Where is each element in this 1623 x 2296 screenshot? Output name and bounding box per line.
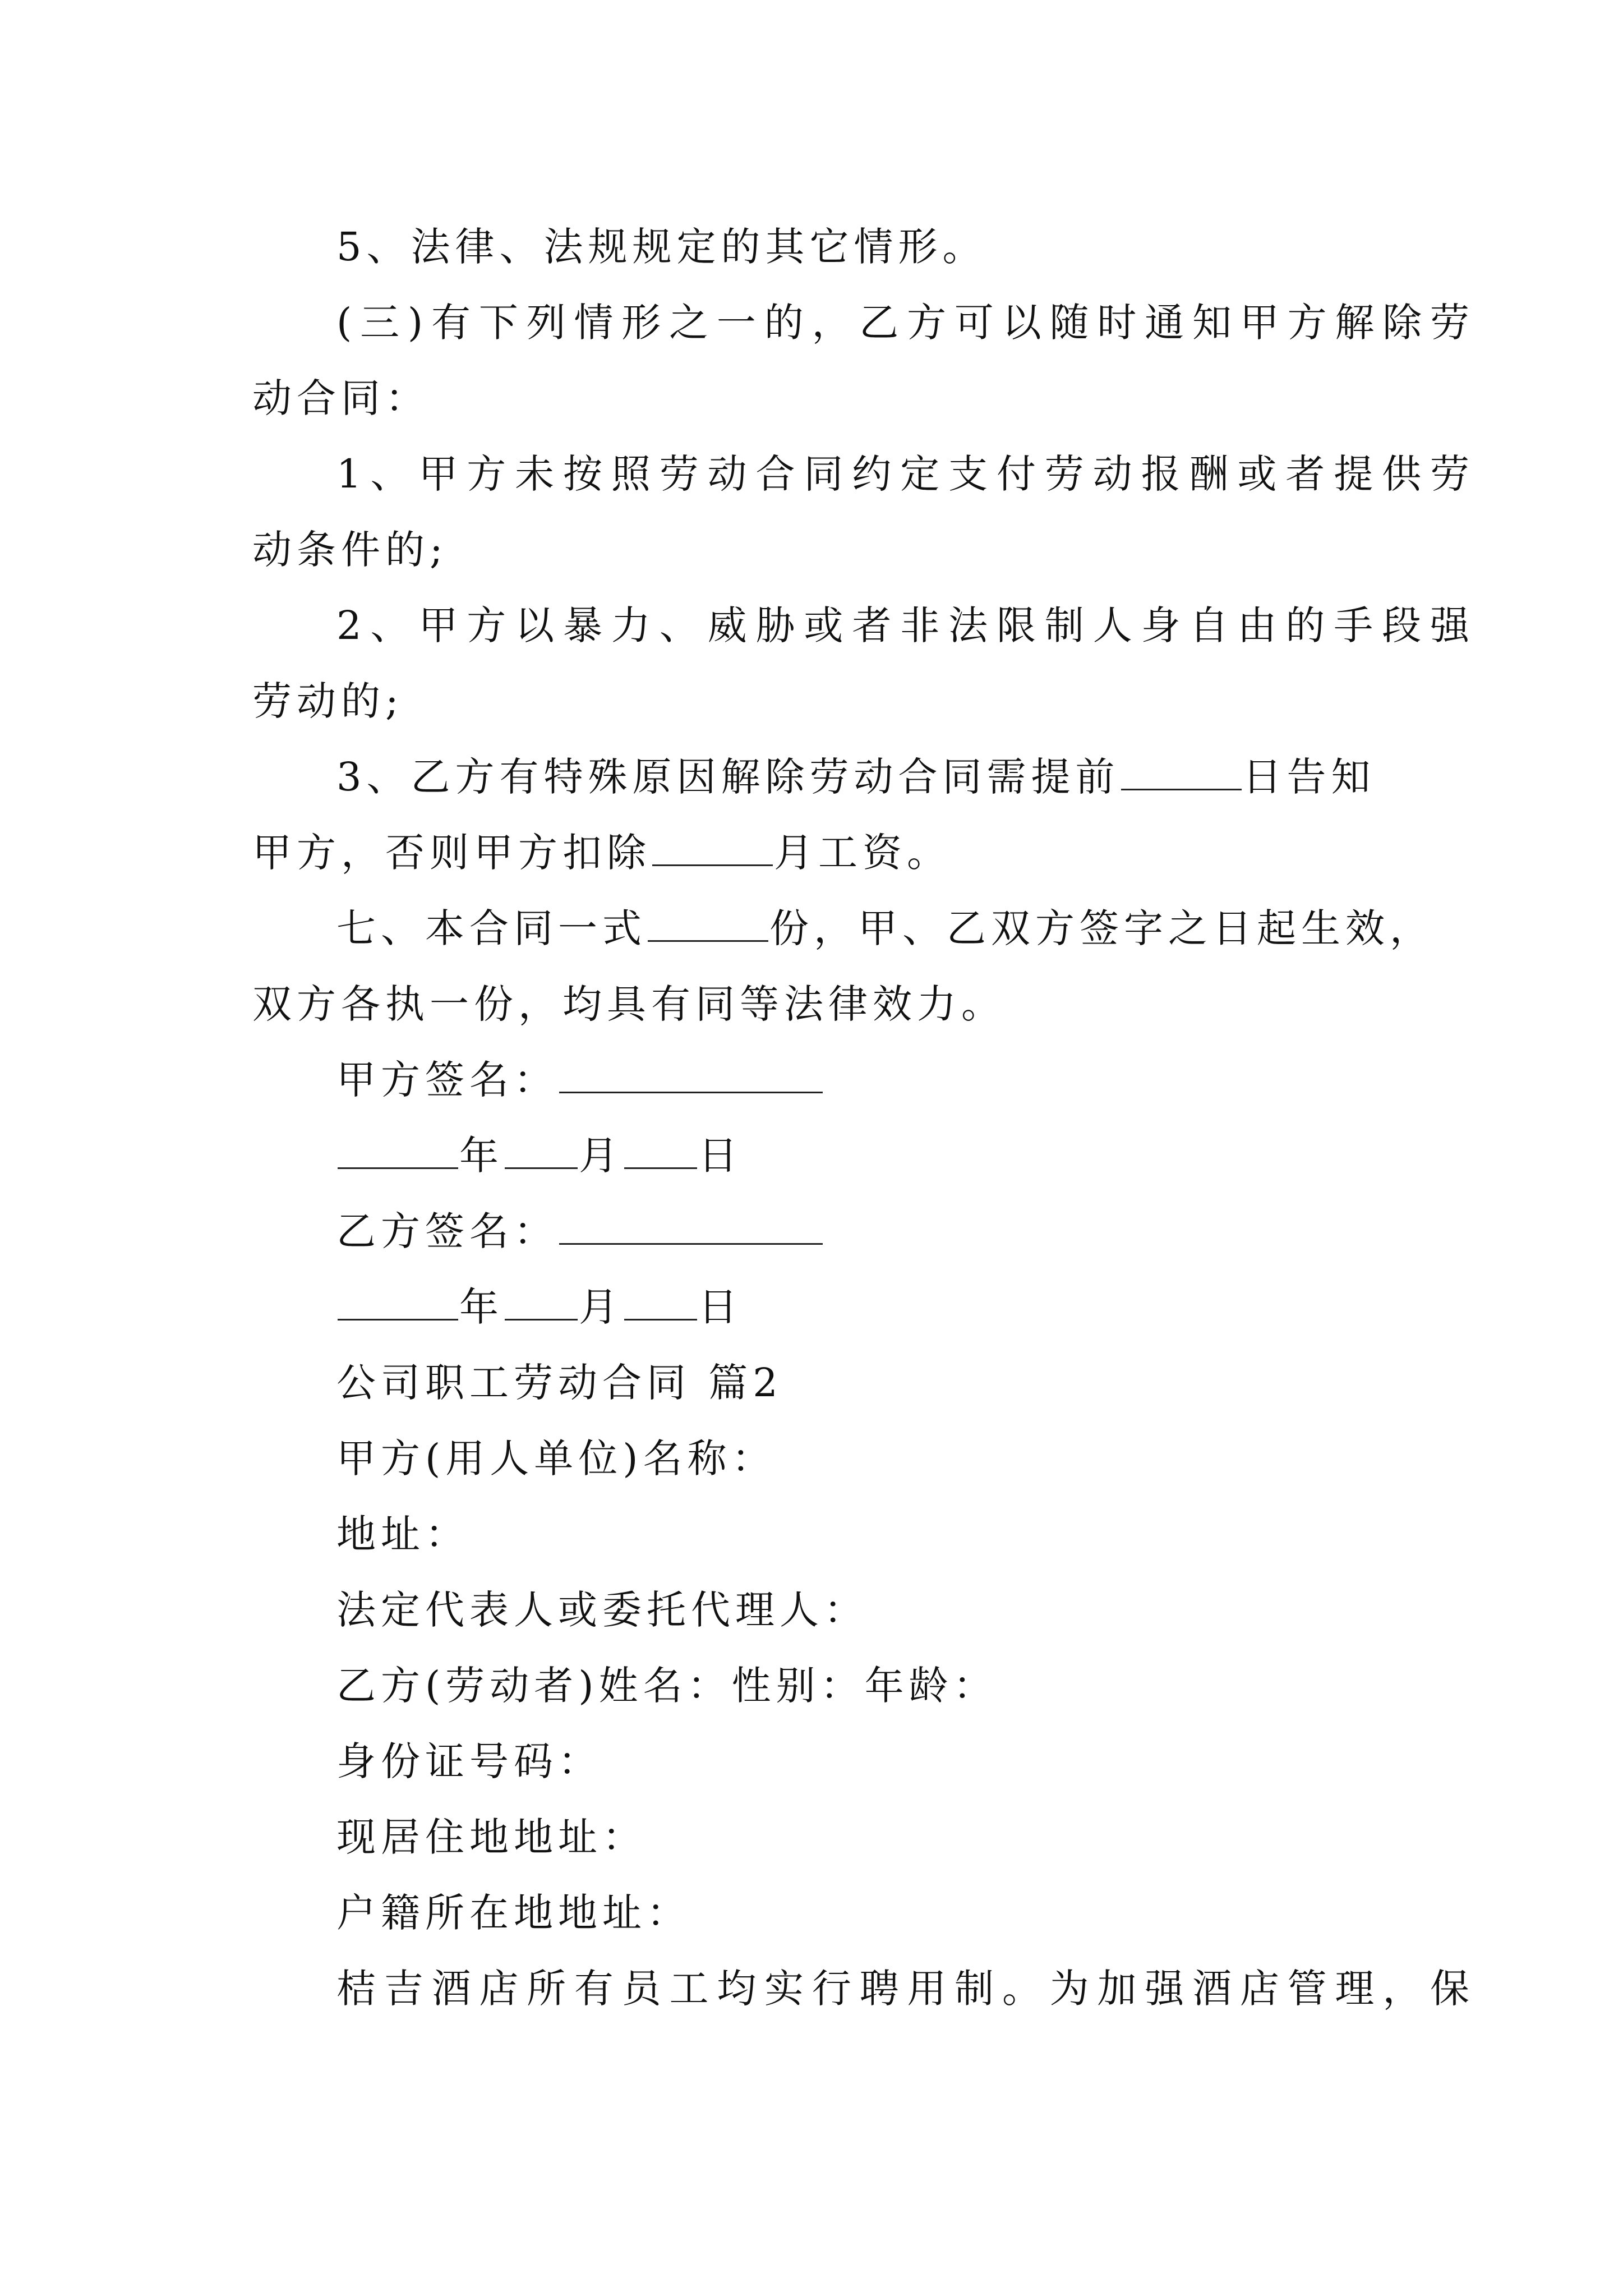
clause-3-text-d: 月工资。 — [774, 830, 951, 876]
year-label: 年 — [459, 1133, 504, 1179]
address-field: 地址： — [336, 1511, 469, 1557]
month-blank — [505, 1285, 578, 1320]
section-3-text-cont: 动合同： — [252, 375, 430, 421]
clause-3-text-b: 日告知 — [1242, 754, 1376, 800]
day-label: 日 — [698, 1133, 743, 1179]
household-address-field: 户籍所在地地址： — [336, 1890, 691, 1936]
current-address-field: 现居住地地址： — [336, 1814, 647, 1860]
day-blank — [624, 1134, 697, 1169]
year-blank — [338, 1285, 458, 1320]
deduction-blank — [652, 831, 773, 866]
clause-3-line1 — [252, 752, 1469, 802]
month-label: 月 — [579, 1133, 623, 1179]
clause-7-line1 — [252, 903, 1469, 954]
clause-7-line2: 双方各执一份，均具有同等法律效力。 — [252, 981, 1006, 1027]
day-blank — [624, 1285, 697, 1320]
year-label: 年 — [459, 1284, 504, 1330]
notice-days-blank — [1121, 755, 1242, 790]
section-3-text: (三)有下列情形之一的，乙方可以随时通知甲方解除劳 — [336, 300, 1469, 346]
contract-2-heading: 公司职工劳动合同 篇2 — [336, 1360, 783, 1406]
hotel-intro-text: 桔吉酒店所有员工均实行聘用制。为加强酒店管理，保 — [336, 1966, 1469, 2012]
clause-5-text: 5、法律、法规规定的其它情形。 — [336, 224, 987, 270]
year-blank — [338, 1134, 458, 1169]
party-a-signature-label: 甲方签名： — [336, 1057, 558, 1103]
party-a-signature — [252, 1055, 1469, 1105]
day-label: 日 — [698, 1284, 743, 1330]
clause-7-text-b: 份，甲、乙双方签字之日起生效， — [769, 905, 1434, 951]
clause-2-text: 2、甲方以暴力、威胁或者非法限制人身自由的手段强 — [336, 602, 1469, 648]
party-b-signature-blank — [559, 1209, 823, 1245]
clause-3-text-a: 3、乙方有特殊原因解除劳动合同需提前 — [336, 754, 1120, 800]
clause-7-text-a: 七、本合同一式 — [336, 905, 647, 951]
employee-field: 乙方(劳动者)姓名：性别：年龄： — [336, 1663, 998, 1709]
party-a-signature-blank — [559, 1058, 823, 1093]
party-b-signature-label: 乙方签名： — [336, 1208, 558, 1254]
id-number-field: 身份证号码： — [336, 1738, 602, 1784]
representative-field: 法定代表人或委托代理人： — [336, 1587, 868, 1633]
month-label: 月 — [579, 1284, 623, 1330]
clause-1-text: 1、甲方未按照劳动合同约定支付劳动报酬或者提供劳 — [336, 451, 1469, 497]
clause-1-text-cont: 动条件的; — [252, 527, 448, 573]
party-b-date — [252, 1282, 1469, 1332]
clause-2-text-cont: 劳动的; — [252, 678, 404, 724]
party-a-date — [252, 1130, 1469, 1181]
month-blank — [505, 1134, 578, 1169]
employer-name-field: 甲方(用人单位)名称： — [336, 1435, 776, 1481]
party-b-signature — [252, 1206, 1469, 1257]
copies-blank — [648, 907, 768, 942]
clause-3-text-c: 甲方，否则甲方扣除 — [252, 830, 651, 876]
clause-3-line2 — [252, 827, 1385, 878]
